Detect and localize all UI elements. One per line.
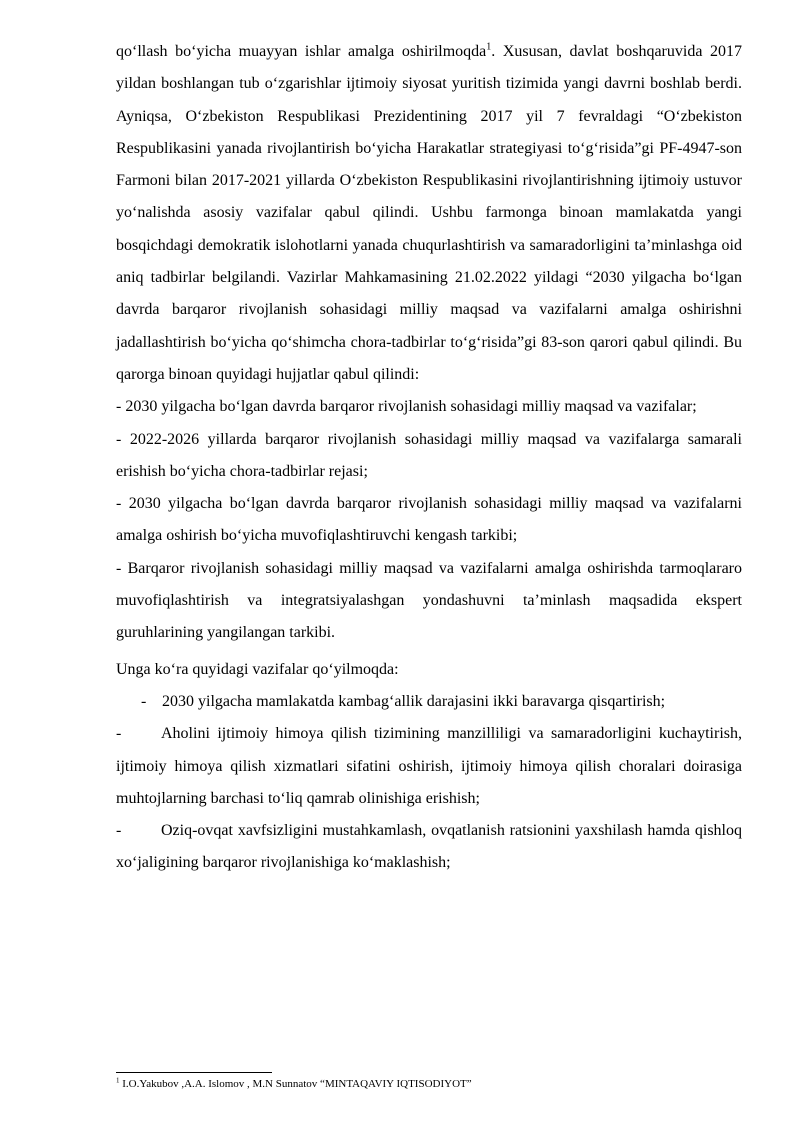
document-item-4: - Barqaror rivojlanish sohasidagi milliy maqsad va vazifalarni amalga oshirishda tarmoqlararo muvofiqlashtirish va integratsiyalashgan yondashuvni ta’minlash maqsadida ekspert guruhlarining yangilangan tarkibi. — [116, 559, 742, 642]
task-item-text: Oziq-ovqat xavfsizligini mustahkamlash, ovqatlanish ratsionini yaxshilash hamda qishloq xo‘jaligining barqaror rivojlanishiga ko‘maklashish; — [116, 822, 742, 872]
footnote-text: I.O.Yakubov ,A.A. Islomov , M.N Sunnatov “MINTAQAVIY IQTISODIYOT” — [119, 1078, 472, 1090]
footnote-reference[interactable]: 1 — [486, 41, 492, 53]
dash-marker: - — [116, 725, 122, 743]
document-item-3: - 2030 yilgacha bo‘lgan davrda barqaror rivojlanish sohasidagi milliy maqsad va vazifalarni amalga oshirish bo‘yicha muvofiqlashtiruvchi kengash tarkibi; — [116, 495, 742, 545]
task-item-2 — [116, 718, 742, 815]
dash-marker: - — [141, 692, 147, 710]
document-item-2: - 2022-2026 yillarda barqaror rivojlanish sohasidagi milliy maqsad va vazifalarga samarali erishish bo‘yicha chora-tadbirlar rejasi; — [116, 430, 742, 480]
paragraph-text-after-ref: . Xususan, davlat boshqaruvida 2017 yildan boshlangan tub o‘zgarishlar ijtimoiy siyosat yuritish tizimida yangi davrni boshlab berdi. Ayniqsa, O‘zbekiston Respublikasi Prezidentining 2017 yil 7 fevraldagi “O‘zbekiston Respublikasini yanada rivojlantirish bo‘yicha Harakatlar strategiyasi to‘g‘risida”gi PF-4947-son Farmoni bilan 2017-2021 yillarda O‘zbekiston Respublikasini rivojlantirishning ijtimoiy ustuvor yo‘nalishda asosiy vazifalar qabul qilindi. Ushbu farmonga binoan mamlakatda yangi bosqichdagi demokratik islohotlarni yanada chuqurlashtirish va samaradorligini ta’minlashga oid aniq tadbirlar belgilandi. Vazirlar Mahkamasining 21.02.2022 yildagi “2030 yilgacha bo‘lgan davrda barqaror rivojlanish sohasidagi milliy maqsad va vazifalarni amalga oshirishni jadallashtirish bo‘yicha qo‘shimcha chora-tadbirlar to‘g‘risida”gi 83-son qarori qabul qilindi. Bu qarorga binoan quyidagi hujjatlar qabul qilindi: — [116, 43, 742, 383]
task-list-indented — [116, 686, 742, 718]
tasks-intro: Unga ko‘ra quyidagi vazifalar qo‘yilmoqda: — [116, 660, 399, 678]
task-list — [116, 718, 742, 879]
document-item-1: - 2030 yilgacha bo‘lgan davrda barqaror rivojlanish sohasidagi milliy maqsad va vazifalar; — [116, 398, 697, 416]
task-item-1 — [116, 686, 742, 718]
footnote-separator — [116, 1072, 272, 1073]
footnote-mark: 1 — [116, 1076, 120, 1085]
dash-marker: - — [116, 822, 122, 840]
task-item-text: Aholini ijtimoiy himoya qilish tizimining manzilliligi va samaradorligini kuchaytirish, ijtimoiy himoya qilish xizmatlari sifatini oshirish, ijtimoiy himoya qilish choralari doirasiga muhtojlarning barchasi to‘liq qamrab olinishiga erishish; — [116, 725, 742, 807]
document-page — [116, 36, 742, 880]
footnote — [116, 1077, 472, 1091]
intro-paragraph — [116, 36, 742, 391]
task-item-3 — [116, 815, 742, 880]
task-item-text: 2030 yilgacha mamlakatda kambag‘allik darajasini ikki baravarga qisqartirish; — [162, 692, 666, 710]
paragraph-text-before-ref: qo‘llash bo‘yicha muayyan ishlar amalga oshirilmoqda — [116, 43, 487, 60]
